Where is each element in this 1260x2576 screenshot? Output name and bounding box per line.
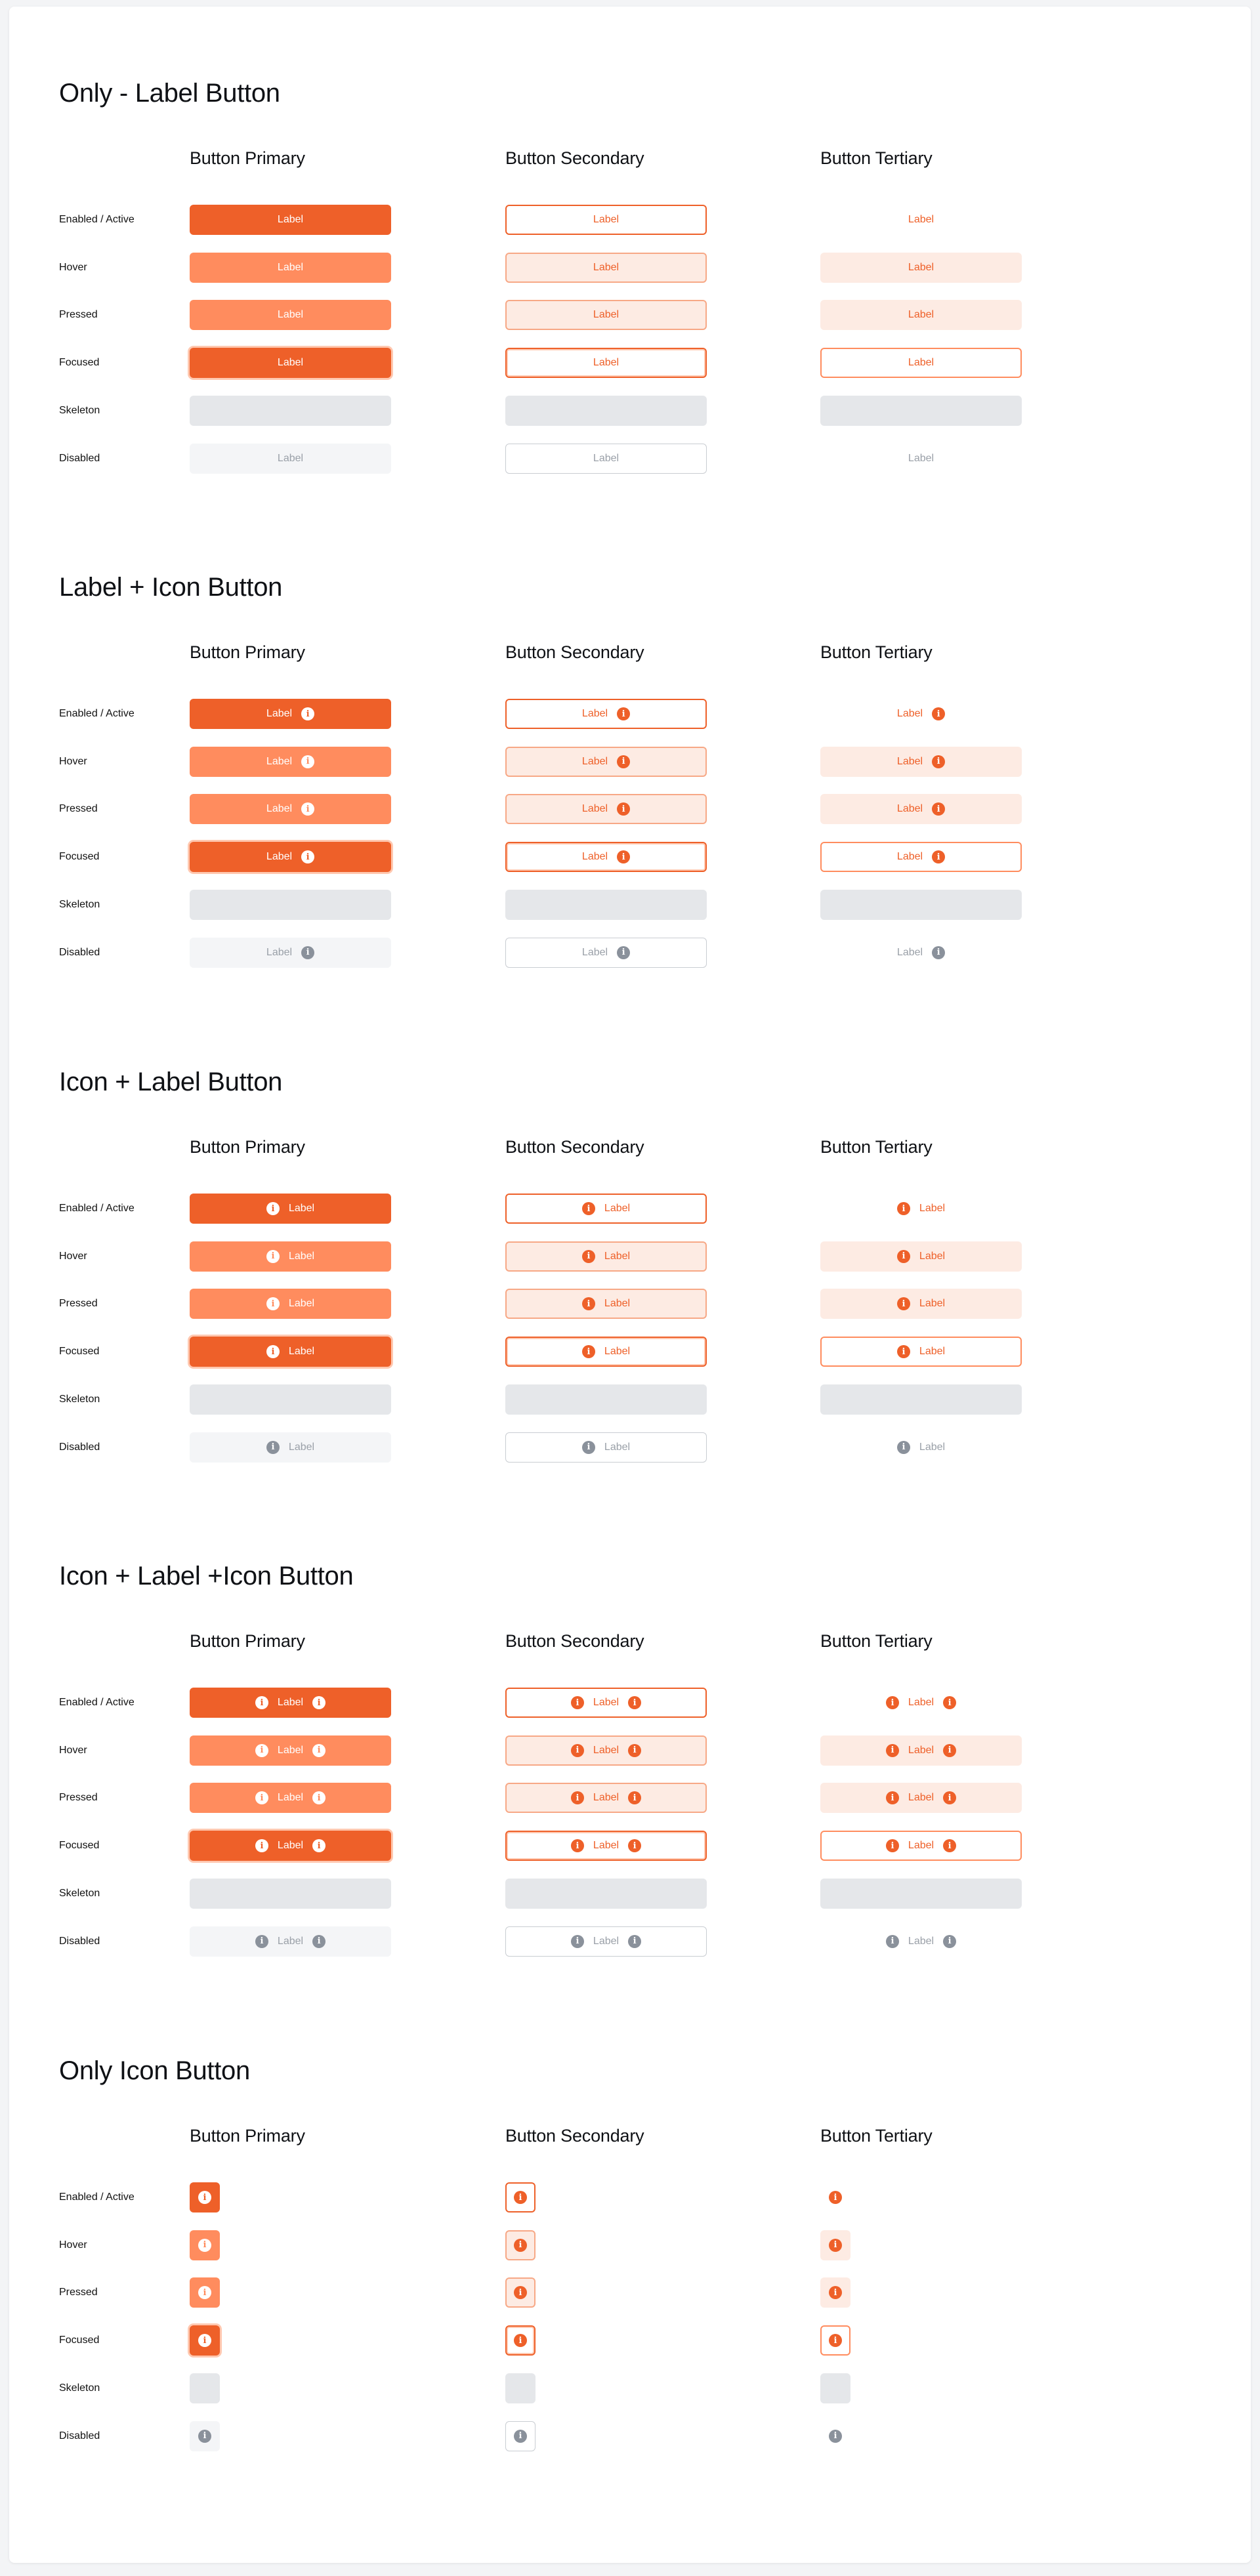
info-icon: i <box>571 1935 584 1948</box>
icon-button-primary-hover[interactable] <box>190 2230 220 2260</box>
button-primary-hover[interactable] <box>190 747 391 777</box>
button-label: Label <box>277 1792 304 1804</box>
button-label: Label <box>593 214 620 225</box>
button-primary-pressed[interactable] <box>190 1289 391 1319</box>
icon-button-primary-enabled[interactable] <box>190 2182 220 2212</box>
button-tertiary-pressed[interactable] <box>820 300 1022 330</box>
info-icon: i <box>943 1935 956 1948</box>
info-icon: i <box>266 1441 280 1454</box>
button-secondary-focused[interactable] <box>505 1831 707 1861</box>
button-label: Label <box>581 803 608 815</box>
info-icon: i <box>886 1935 899 1948</box>
button-tertiary-enabled[interactable] <box>820 699 1022 729</box>
button-secondary-pressed[interactable] <box>505 1783 707 1813</box>
icon-button-secondary-pressed[interactable] <box>505 2277 536 2308</box>
icon-button-secondary-hover[interactable] <box>505 2230 536 2260</box>
icon-button-tertiary-skeleton <box>820 2373 850 2403</box>
button-primary-enabled[interactable] <box>190 1688 391 1718</box>
button-tertiary-focused[interactable] <box>820 842 1022 872</box>
state-label: Disabled <box>59 1441 100 1453</box>
button-primary-skeleton <box>190 1879 391 1909</box>
info-icon: i <box>628 1696 641 1709</box>
button-tertiary-pressed[interactable] <box>820 1783 1022 1813</box>
button-label: Label <box>277 452 304 464</box>
button-label: Label <box>266 708 293 719</box>
state-label: Hover <box>59 1250 87 1262</box>
button-label: Label <box>266 851 293 863</box>
button-label: Label <box>919 1441 946 1453</box>
button-primary-disabled <box>190 938 391 968</box>
state-label: Enabled / Active <box>59 2192 135 2203</box>
showcase-card <box>9 7 1251 2563</box>
info-icon: i <box>514 2286 527 2299</box>
info-icon: i <box>514 2239 527 2252</box>
button-label: Label <box>908 1697 934 1708</box>
info-icon: i <box>301 755 314 768</box>
info-icon: i <box>582 1202 595 1215</box>
info-icon: i <box>312 1744 326 1757</box>
button-label: Label <box>908 452 934 464</box>
button-label: Label <box>908 1935 934 1947</box>
info-icon: i <box>829 2430 842 2443</box>
icon-button-tertiary-hover[interactable] <box>820 2230 850 2260</box>
button-primary-pressed[interactable] <box>190 1783 391 1813</box>
button-secondary-disabled <box>505 1432 707 1463</box>
button-label: Label <box>277 261 304 273</box>
state-label: Focused <box>59 851 100 863</box>
button-primary-focused[interactable] <box>190 1337 391 1367</box>
info-icon: i <box>255 1935 268 1948</box>
button-secondary-enabled[interactable] <box>505 1688 707 1718</box>
button-secondary-skeleton <box>505 1879 707 1909</box>
info-icon: i <box>571 1696 584 1709</box>
button-primary-skeleton <box>190 890 391 920</box>
button-label: Label <box>277 1840 304 1852</box>
button-label: Label <box>593 1840 620 1852</box>
button-label: Label <box>604 1203 631 1214</box>
state-label: Enabled / Active <box>59 708 135 719</box>
column-header: Button Secondary <box>505 148 644 168</box>
info-icon: i <box>582 1345 595 1358</box>
button-tertiary-enabled[interactable] <box>820 1688 1022 1718</box>
button-label: Label <box>288 1441 315 1453</box>
button-label: Label <box>593 261 620 273</box>
column-header: Button Secondary <box>505 2126 644 2146</box>
button-label: Label <box>593 309 620 321</box>
button-primary-skeleton <box>190 1384 391 1415</box>
button-label: Label <box>288 1250 315 1262</box>
info-icon: i <box>582 1441 595 1454</box>
info-icon: i <box>255 1839 268 1852</box>
info-icon: i <box>617 755 630 768</box>
button-label: Label <box>896 946 923 958</box>
info-icon: i <box>312 1791 326 1804</box>
icon-button-secondary-skeleton <box>505 2373 536 2403</box>
info-icon: i <box>301 850 314 863</box>
icon-button-tertiary-enabled[interactable] <box>820 2182 850 2212</box>
state-label: Skeleton <box>59 898 100 910</box>
info-icon: i <box>943 1696 956 1709</box>
state-label: Hover <box>59 755 87 767</box>
info-icon: i <box>198 2239 211 2252</box>
button-tertiary-hover[interactable] <box>820 747 1022 777</box>
info-icon: i <box>886 1791 899 1804</box>
state-label: Pressed <box>59 803 98 815</box>
button-label: Label <box>593 452 620 464</box>
info-icon: i <box>932 946 945 959</box>
button-primary-hover[interactable] <box>190 1241 391 1272</box>
button-secondary-skeleton <box>505 890 707 920</box>
column-header: Button Tertiary <box>820 1631 933 1651</box>
state-label: Disabled <box>59 452 100 464</box>
button-label: Label <box>288 1298 315 1310</box>
button-label: Label <box>266 803 293 815</box>
info-icon: i <box>312 1839 326 1852</box>
info-icon: i <box>628 1791 641 1804</box>
state-label: Hover <box>59 261 87 273</box>
icon-button-primary-pressed[interactable] <box>190 2277 220 2308</box>
section-title: Label + Icon Button <box>59 573 283 602</box>
button-label: Label <box>581 708 608 719</box>
button-label: Label <box>919 1203 946 1214</box>
button-label: Label <box>604 1346 631 1358</box>
button-tertiary-hover[interactable] <box>820 253 1022 283</box>
state-label: Skeleton <box>59 1887 100 1899</box>
info-icon: i <box>829 2239 842 2252</box>
button-label: Label <box>896 851 923 863</box>
button-secondary-hover[interactable] <box>505 1241 707 1272</box>
info-icon: i <box>932 755 945 768</box>
icon-button-tertiary-disabled <box>820 2421 850 2451</box>
state-label: Pressed <box>59 1298 98 1310</box>
info-icon: i <box>886 1696 899 1709</box>
button-primary-disabled <box>190 1926 391 1957</box>
button-tertiary-focused[interactable] <box>820 1831 1022 1861</box>
button-primary-disabled <box>190 444 391 474</box>
button-primary-pressed[interactable] <box>190 794 391 824</box>
button-tertiary-hover[interactable] <box>820 1241 1022 1272</box>
column-header: Button Tertiary <box>820 1137 933 1157</box>
button-primary-enabled[interactable] <box>190 205 391 235</box>
state-label: Skeleton <box>59 2382 100 2394</box>
info-icon: i <box>198 2334 211 2347</box>
section-label-only <box>59 79 1109 525</box>
button-tertiary-skeleton <box>820 1879 1022 1909</box>
button-secondary-focused[interactable] <box>505 1337 707 1367</box>
button-label: Label <box>604 1298 631 1310</box>
section-icon-label <box>59 1068 1109 1514</box>
info-icon: i <box>255 1696 268 1709</box>
info-icon: i <box>301 802 314 816</box>
button-label: Label <box>266 755 293 767</box>
button-secondary-enabled[interactable] <box>505 205 707 235</box>
icon-button-secondary-disabled <box>505 2421 536 2451</box>
button-primary-focused[interactable] <box>190 842 391 872</box>
button-primary-focused[interactable] <box>190 348 391 378</box>
state-label: Enabled / Active <box>59 1697 135 1708</box>
column-header: Button Secondary <box>505 642 644 662</box>
info-icon: i <box>571 1839 584 1852</box>
section-title: Icon + Label +Icon Button <box>59 1562 354 1590</box>
info-icon: i <box>617 707 630 720</box>
button-label: Label <box>908 357 934 369</box>
button-label: Label <box>593 1697 620 1708</box>
button-tertiary-skeleton <box>820 396 1022 426</box>
button-label: Label <box>896 803 923 815</box>
column-header: Button Tertiary <box>820 148 933 168</box>
info-icon: i <box>932 850 945 863</box>
info-icon: i <box>932 802 945 816</box>
button-label: Label <box>277 1697 304 1708</box>
button-primary-enabled[interactable] <box>190 1194 391 1224</box>
section-label-icon <box>59 573 1109 1019</box>
state-label: Pressed <box>59 2287 98 2298</box>
button-tertiary-enabled[interactable] <box>820 205 1022 235</box>
button-secondary-pressed[interactable] <box>505 300 707 330</box>
button-tertiary-disabled <box>820 938 1022 968</box>
button-label: Label <box>908 1744 934 1756</box>
button-label: Label <box>581 755 608 767</box>
info-icon: i <box>617 946 630 959</box>
button-secondary-focused[interactable] <box>505 348 707 378</box>
button-primary-hover[interactable] <box>190 253 391 283</box>
button-tertiary-hover[interactable] <box>820 1735 1022 1766</box>
button-primary-hover[interactable] <box>190 1735 391 1766</box>
column-header: Button Tertiary <box>820 642 933 662</box>
section-title: Icon + Label Button <box>59 1068 283 1096</box>
button-secondary-pressed[interactable] <box>505 794 707 824</box>
button-label: Label <box>908 261 934 273</box>
button-tertiary-focused[interactable] <box>820 348 1022 378</box>
button-primary-disabled <box>190 1432 391 1463</box>
button-label: Label <box>266 946 293 958</box>
state-label: Disabled <box>59 2430 100 2441</box>
button-label: Label <box>581 851 608 863</box>
info-icon: i <box>255 1791 268 1804</box>
column-header: Button Secondary <box>505 1137 644 1157</box>
info-icon: i <box>301 707 314 720</box>
button-secondary-disabled <box>505 444 707 474</box>
button-tertiary-disabled <box>820 1926 1022 1957</box>
info-icon: i <box>266 1345 280 1358</box>
info-icon: i <box>943 1839 956 1852</box>
button-label: Label <box>908 1792 934 1804</box>
state-label: Skeleton <box>59 1393 100 1405</box>
info-icon: i <box>886 1839 899 1852</box>
button-secondary-enabled[interactable] <box>505 699 707 729</box>
info-icon: i <box>617 802 630 816</box>
state-label: Hover <box>59 1744 87 1756</box>
state-label: Focused <box>59 1346 100 1358</box>
button-secondary-skeleton <box>505 396 707 426</box>
button-label: Label <box>277 1935 304 1947</box>
button-secondary-focused[interactable] <box>505 842 707 872</box>
button-label: Label <box>593 357 620 369</box>
button-secondary-enabled[interactable] <box>505 1194 707 1224</box>
button-primary-enabled[interactable] <box>190 699 391 729</box>
info-icon: i <box>897 1345 910 1358</box>
state-label: Focused <box>59 2335 100 2346</box>
button-label: Label <box>593 1935 620 1947</box>
info-icon: i <box>897 1297 910 1310</box>
info-icon: i <box>514 2430 527 2443</box>
info-icon: i <box>301 946 314 959</box>
info-icon: i <box>628 1839 641 1852</box>
button-secondary-hover[interactable] <box>505 253 707 283</box>
info-icon: i <box>897 1441 910 1454</box>
button-label: Label <box>919 1346 946 1358</box>
state-label: Skeleton <box>59 404 100 416</box>
button-secondary-pressed[interactable] <box>505 1289 707 1319</box>
button-label: Label <box>604 1250 631 1262</box>
info-icon: i <box>582 1297 595 1310</box>
info-icon: i <box>198 2286 211 2299</box>
icon-button-primary-disabled <box>190 2421 220 2451</box>
info-icon: i <box>312 1935 326 1948</box>
button-label: Label <box>919 1250 946 1262</box>
info-icon: i <box>829 2286 842 2299</box>
column-header: Button Primary <box>190 1631 305 1651</box>
button-label: Label <box>896 755 923 767</box>
info-icon: i <box>628 1744 641 1757</box>
button-tertiary-pressed[interactable] <box>820 794 1022 824</box>
state-label: Disabled <box>59 1935 100 1947</box>
column-header: Button Secondary <box>505 1631 644 1651</box>
info-icon: i <box>943 1791 956 1804</box>
button-primary-skeleton <box>190 396 391 426</box>
button-secondary-skeleton <box>505 1384 707 1415</box>
button-label: Label <box>277 1744 304 1756</box>
column-header: Button Primary <box>190 148 305 168</box>
button-secondary-hover[interactable] <box>505 747 707 777</box>
button-label: Label <box>908 214 934 225</box>
state-label: Disabled <box>59 946 100 958</box>
state-label: Enabled / Active <box>59 1203 135 1214</box>
column-header: Button Tertiary <box>820 2126 933 2146</box>
info-icon: i <box>886 1744 899 1757</box>
button-label: Label <box>277 357 304 369</box>
button-tertiary-focused[interactable] <box>820 1337 1022 1367</box>
state-label: Focused <box>59 357 100 369</box>
column-header: Button Primary <box>190 1137 305 1157</box>
icon-button-primary-focused[interactable] <box>190 2325 220 2356</box>
icon-button-tertiary-pressed[interactable] <box>820 2277 850 2308</box>
state-label: Focused <box>59 1840 100 1852</box>
button-label: Label <box>919 1298 946 1310</box>
button-label: Label <box>908 1840 934 1852</box>
column-header: Button Primary <box>190 642 305 662</box>
info-icon: i <box>312 1696 326 1709</box>
state-label: Pressed <box>59 1792 98 1804</box>
button-tertiary-enabled[interactable] <box>820 1194 1022 1224</box>
info-icon: i <box>617 850 630 863</box>
icon-button-primary-skeleton <box>190 2373 220 2403</box>
button-tertiary-disabled <box>820 1432 1022 1463</box>
info-icon: i <box>628 1935 641 1948</box>
button-label: Label <box>896 708 923 719</box>
button-label: Label <box>593 1744 620 1756</box>
button-secondary-hover[interactable] <box>505 1735 707 1766</box>
icon-button-secondary-enabled[interactable] <box>505 2182 536 2212</box>
button-label: Label <box>277 214 304 225</box>
button-label: Label <box>593 1792 620 1804</box>
button-label: Label <box>581 946 608 958</box>
state-label: Enabled / Active <box>59 214 135 225</box>
info-icon: i <box>897 1250 910 1263</box>
info-icon: i <box>829 2191 842 2204</box>
button-label: Label <box>288 1346 315 1358</box>
info-icon: i <box>198 2430 211 2443</box>
column-header: Button Primary <box>190 2126 305 2146</box>
state-label: Hover <box>59 2239 87 2251</box>
section-title: Only - Label Button <box>59 79 280 108</box>
info-icon: i <box>266 1250 280 1263</box>
button-primary-focused[interactable] <box>190 1831 391 1861</box>
state-label: Pressed <box>59 309 98 321</box>
icon-button-tertiary-focused[interactable] <box>820 2325 850 2356</box>
info-icon: i <box>943 1744 956 1757</box>
button-label: Label <box>604 1441 631 1453</box>
button-tertiary-skeleton <box>820 890 1022 920</box>
button-label: Label <box>277 309 304 321</box>
button-label: Label <box>908 309 934 321</box>
info-icon: i <box>571 1744 584 1757</box>
info-icon: i <box>198 2191 211 2204</box>
info-icon: i <box>829 2334 842 2347</box>
info-icon: i <box>514 2191 527 2204</box>
info-icon: i <box>255 1744 268 1757</box>
section-icon-only <box>59 2056 1109 2503</box>
info-icon: i <box>897 1202 910 1215</box>
info-icon: i <box>266 1297 280 1310</box>
info-icon: i <box>582 1250 595 1263</box>
icon-button-secondary-focused[interactable] <box>505 2325 536 2356</box>
info-icon: i <box>514 2334 527 2347</box>
button-label: Label <box>288 1203 315 1214</box>
info-icon: i <box>932 707 945 720</box>
info-icon: i <box>571 1791 584 1804</box>
info-icon: i <box>266 1202 280 1215</box>
button-secondary-disabled <box>505 938 707 968</box>
button-tertiary-skeleton <box>820 1384 1022 1415</box>
button-secondary-disabled <box>505 1926 707 1957</box>
section-icon-label-icon <box>59 1562 1109 2008</box>
button-tertiary-disabled <box>820 444 1022 474</box>
button-tertiary-pressed[interactable] <box>820 1289 1022 1319</box>
button-primary-pressed[interactable] <box>190 300 391 330</box>
section-title: Only Icon Button <box>59 2056 250 2085</box>
